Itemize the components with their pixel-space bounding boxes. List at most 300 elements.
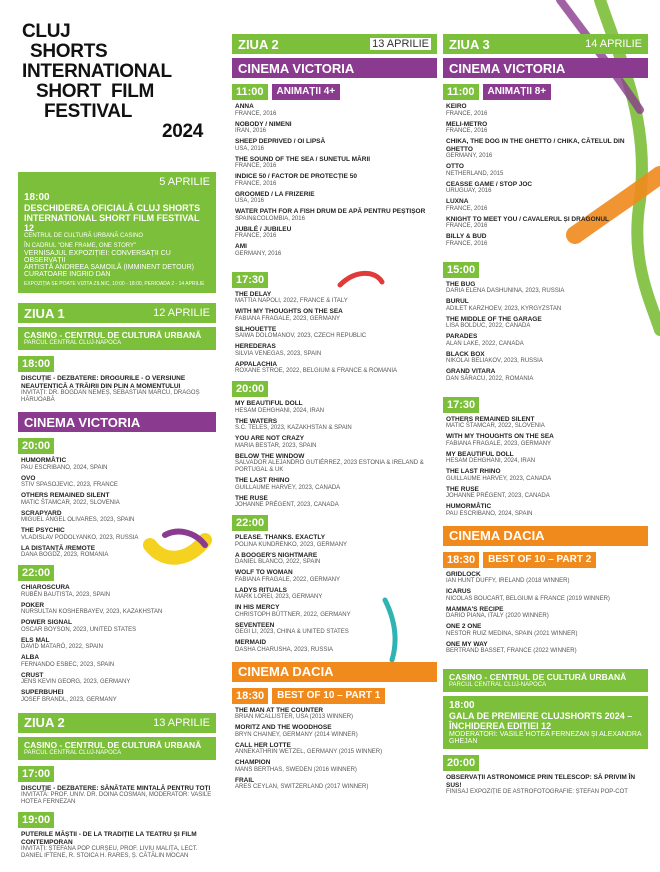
film-title: SHEEP DEPRIVED / OI LIPSĂ xyxy=(235,138,326,145)
film-item xyxy=(232,173,437,188)
film-title: THE LAST RHINO xyxy=(446,468,501,475)
film-item xyxy=(232,724,437,739)
opening-line-1: ÎN CADRUL "ONE FRAME, ONE STORY" xyxy=(24,243,137,249)
film-meta: MATTIA NAPOLI, 2022, FRANCE & ITALY xyxy=(235,298,348,304)
film-item xyxy=(443,588,648,603)
film-title: CHIKA, THE DOG IN THE GHETTO / CHIKA, CĂTELUL DIN GHETTO xyxy=(446,138,625,153)
event-title: DISCUȚIE - DEZBATERE: DROGURILE - O VERSIUNE NEAUTENTICĂ A TRĂIRII DIN PLIN A MOMENTULUI xyxy=(21,375,186,390)
film-meta: S.C. TELES, 2023, KAZAKHSTAN & SPAIN xyxy=(235,425,352,431)
film-title: IN HIS MERCY xyxy=(235,604,280,611)
time-badge: 17:00 xyxy=(18,766,54,782)
film-title: ICARUS xyxy=(446,588,471,595)
film-title: THE DELAY xyxy=(235,290,272,298)
film-item xyxy=(443,138,648,160)
time-badge: 15:00 xyxy=(443,262,479,278)
film-meta: HESAM DEHGHANI, 2024, IRAN xyxy=(235,407,325,414)
film-title: ALBA xyxy=(21,654,40,661)
film-title: A BOOGER'S NIGHTMARE xyxy=(235,551,318,559)
film-item xyxy=(443,623,648,638)
film-meta: NETHERLAND, 2015 xyxy=(446,170,504,177)
film-item xyxy=(232,243,437,258)
film-meta: BERTRAND BASSET, FRANCE (2022 WINNER) xyxy=(446,648,577,654)
film-item xyxy=(443,486,648,501)
event-meta: INVITAȚI: DR. BOGDAN NEMEȘ, SEBASTIAN MARCU, DRAGOȘ HĂRUOABĂ xyxy=(21,390,200,403)
film-item xyxy=(443,503,648,518)
film-title: ONE MY WAY xyxy=(446,640,488,648)
day2-label: ZIUA 2 xyxy=(238,36,279,52)
film-item xyxy=(443,368,648,383)
film-title: INDICE 50 / FACTOR DE PROTECȚIE 50 xyxy=(235,173,357,180)
film-meta: MIGUEL ÁNGEL OLIVARES, 2023, SPAIN xyxy=(21,517,135,523)
film-title: ELS MAL xyxy=(21,636,50,644)
film-meta: RUBÉN BAUTISTA, 2023, SPAIN xyxy=(21,591,111,598)
day2-dacia-slot xyxy=(232,688,437,704)
film-meta: FABIANA FRAGALE, 2023, GERMANY xyxy=(235,315,341,322)
film-title: THE RUSE xyxy=(235,494,268,502)
opening-time: 18:00 xyxy=(24,192,50,203)
film-item xyxy=(443,103,648,118)
film-title: POWER SIGNAL xyxy=(21,619,72,626)
film-item xyxy=(443,316,648,331)
film-meta: USA, 2016 xyxy=(235,198,265,204)
day1-slot2 xyxy=(18,565,216,581)
film-item xyxy=(232,156,437,171)
film-title: BLACK BOX xyxy=(446,350,485,358)
film-title: WITH MY THOUGHTS ON THE SEA xyxy=(235,308,343,315)
film-item xyxy=(18,545,216,560)
day1-slot1 xyxy=(18,438,216,454)
film-title: CRUST xyxy=(21,671,44,679)
film-item xyxy=(443,433,648,448)
film-title: THE WATERS xyxy=(235,417,278,425)
day3-dacia-slot xyxy=(443,552,648,568)
film-title: CHIAROSCURA xyxy=(21,584,70,591)
day2-slot3-films xyxy=(232,400,437,509)
film-title: MERMAID xyxy=(235,639,267,646)
day3-slot1-films xyxy=(443,103,648,248)
film-meta: GEGI LI, 2023, CHINA & UNITED STATES xyxy=(235,629,349,635)
day2-casino-event1 xyxy=(18,785,216,807)
film-title: PLEASE. THANKS. EXACTLY xyxy=(235,534,326,541)
film-meta: FRANCE, 2016 xyxy=(235,180,277,187)
column-day3 xyxy=(443,34,648,796)
opening-title: DESCHIDEREA OFICIALĂ CLUJ SHORTS INTERNATIONAL SHORT FILM FESTIVAL 12 xyxy=(24,203,201,233)
film-item xyxy=(232,226,437,241)
film-item xyxy=(232,477,437,492)
film-meta: GERMANY, 2016 xyxy=(446,153,493,159)
film-meta: DANIEL BLANCO, 2022, SPAIN xyxy=(235,559,321,565)
day3-slot3 xyxy=(443,397,648,413)
film-meta: BRYN CHAINEY, GERMANY (2014 WINNER) xyxy=(235,731,358,738)
gala-time: 18:00 xyxy=(449,700,475,711)
day2-slot2-films xyxy=(232,291,437,376)
day2-header xyxy=(232,34,437,54)
film-item xyxy=(443,198,648,213)
film-item xyxy=(443,416,648,431)
day2-left-date: 13 APRILIE xyxy=(153,716,210,729)
film-title: CHAMPION xyxy=(235,759,271,766)
film-title: BELOW THE WINDOW xyxy=(235,452,305,460)
day2-casino-name: CASINO - CENTRUL DE CULTURĂ URBANĂ xyxy=(24,739,202,750)
gala-title: GALA DE PREMIERE CLUJSHORTS 2024 – ÎNCHIDEREA EDIȚIEI 12 xyxy=(449,711,633,731)
film-title: NOBODY / NIMENI xyxy=(235,120,292,128)
film-item xyxy=(232,604,437,619)
time-badge: 22:00 xyxy=(18,565,54,581)
film-meta: SILVIA VENEGAS, 2023, SPAIN xyxy=(235,350,322,357)
day2-date: 13 APRILIE xyxy=(372,38,429,50)
film-meta: POLINA KUNDRENKO, 2023, GERMANY xyxy=(235,541,348,548)
title-line-5: FESTIVAL xyxy=(44,101,133,122)
time-badge: 17:30 xyxy=(232,272,268,288)
time-badge: 18:00 xyxy=(18,356,54,372)
film-title: KNIGHT TO MEET YOU / CAVALERUL ȘI DRAGONUL xyxy=(446,215,609,223)
film-item xyxy=(443,281,648,296)
film-item xyxy=(232,103,437,118)
time-badge: 20:00 xyxy=(443,755,479,771)
day2-casino-slot1 xyxy=(18,766,216,782)
film-item xyxy=(443,451,648,466)
film-title: SILHOUETTE xyxy=(235,325,277,333)
film-title: GROOMED / LA FRIZERIE xyxy=(235,190,315,198)
film-title: HUMORMÂTIC xyxy=(21,457,67,464)
film-meta: JOSEF BRANDL, 2023, GERMANY xyxy=(21,696,117,703)
film-meta: URUGUAY, 2016 xyxy=(446,188,492,194)
film-title: AMI xyxy=(235,243,247,250)
opening-venue: CENTRUL DE CULTURĂ URBANĂ CASINO xyxy=(24,233,144,239)
title-year: 2024 xyxy=(162,121,204,142)
film-item xyxy=(232,622,437,637)
day2-casino-sub: PARCUL CENTRAL CLUJ-NAPOCA xyxy=(24,749,122,756)
film-meta: USA, 2016 xyxy=(235,145,265,152)
film-item xyxy=(232,291,437,306)
film-item xyxy=(232,587,437,602)
film-meta: IAN HUNT DUFFY, IRELAND (2018 WINNER) xyxy=(446,578,570,584)
film-meta: MATIC ŠTAMCAR, 2022, SLOVENIA xyxy=(446,423,545,429)
film-title: OVO xyxy=(21,474,36,482)
event-meta: FINISAJ EXPOZIȚIE DE ASTROFOTOGRAFIE: ȘTEFAN POP-COT xyxy=(446,789,628,795)
film-item xyxy=(18,689,216,704)
film-item xyxy=(18,672,216,687)
film-meta: SPAIN&COLOMBIA, 2016 xyxy=(235,215,305,222)
film-item xyxy=(232,552,437,567)
film-item xyxy=(232,343,437,358)
day1-label: ZIUA 1 xyxy=(24,305,65,321)
day1-cinema: CINEMA VICTORIA xyxy=(18,412,216,432)
opening-box xyxy=(18,172,216,293)
day3-casino-header xyxy=(443,669,648,692)
opening-date: 5 APRILIE xyxy=(159,176,210,188)
film-meta: FRANCE, 2016 xyxy=(235,163,277,169)
film-title: CALL HER LOTTE xyxy=(235,741,291,749)
film-item xyxy=(232,208,437,223)
program-tag: ANIMAȚII 4+ xyxy=(272,84,341,100)
film-item xyxy=(18,602,216,617)
film-title: THE SOUND OF THE SEA / SUNETUL MĂRII xyxy=(235,155,371,163)
film-title: LA DISTANȚĂ /REMOTE xyxy=(21,544,96,552)
day3-date: 14 APRILIE xyxy=(585,38,642,50)
film-title: THE LAST RHINO xyxy=(235,477,290,484)
film-meta: VLADISLAV PODOLYANKO, 2023, RUSSIA xyxy=(21,534,139,541)
day2-slot4-films xyxy=(232,534,437,654)
event-meta: INVITAȚI: ȘTEFANA POP CURȘEU, PROF. LIVIU MALIȚA, LECT. DANIEL IFTENE, R. STOICA H. RARES, Ș. CĂTĂLIN MOCAN xyxy=(21,846,198,859)
column-day2 xyxy=(232,34,437,791)
film-title: THE MAN AT THE COUNTER xyxy=(235,706,324,714)
opening-line-5: EXPOZIȚIA SE POATE VIZITA ZILNIC, 10:00 - 18:00, PERIOADA 2 - 14 APRILIE xyxy=(24,281,205,287)
film-item xyxy=(232,138,437,153)
film-meta: FRANCE, 2016 xyxy=(446,128,488,134)
time-badge: 22:00 xyxy=(232,515,268,531)
film-title: OTTO xyxy=(446,163,464,170)
film-item xyxy=(232,361,437,376)
film-meta: NESTOR RUIZ MEDINA, SPAIN (2021 WINNER) xyxy=(446,630,578,637)
film-meta: BRIAN MCALLISTER, USA (2013 WINNER) xyxy=(235,714,354,720)
film-item xyxy=(18,619,216,634)
day3-slot3-films xyxy=(443,416,648,518)
film-meta: ARES CEYLAN, SWITZERLAND (2017 WINNER) xyxy=(235,784,369,790)
film-title: PARADES xyxy=(446,333,478,340)
day1-casino-event xyxy=(18,375,216,404)
film-item xyxy=(443,298,648,313)
film-meta: PAU ESCRIBANO, 2024, SPAIN xyxy=(21,464,108,471)
film-item xyxy=(18,510,216,525)
day2-slot3 xyxy=(232,381,437,397)
day3-slot2 xyxy=(443,262,648,278)
film-meta: GERMANY, 2016 xyxy=(235,250,282,257)
opening-line-4: CURATOARE INGRID DAN xyxy=(24,271,111,278)
day2-casino-header xyxy=(18,737,216,760)
film-meta: MATIC ŠTAMCAR, 2022, SLOVENIA xyxy=(21,499,120,506)
film-title: CEASSE GAME / STOP JOC xyxy=(446,180,533,188)
film-title: MORITZ AND THE WOODHOSE xyxy=(235,724,332,731)
film-meta: STIV SPASOJEVIC, 2023, FRANCE xyxy=(21,482,118,488)
film-item xyxy=(443,216,648,231)
day2-casino-event2 xyxy=(18,831,216,860)
film-meta: HESAM DEHGHANI, 2024, IRAN xyxy=(446,458,536,464)
film-meta: JOHANNE PRÉGENT, 2023, CANADA xyxy=(446,493,550,499)
day1-casino-sub: PARCUL CENTRAL CLUJ-NAPOCA xyxy=(24,340,122,346)
program-tag: ANIMAȚII 8+ xyxy=(483,84,552,100)
time-badge: 11:00 xyxy=(232,84,268,100)
film-item xyxy=(443,163,648,178)
film-title: BURUL xyxy=(446,298,469,305)
day3-header xyxy=(443,34,648,54)
day3-casino-slot2 xyxy=(443,755,648,771)
day2-slot1 xyxy=(232,84,437,100)
gala-meta: MODERATORI: VASILE HOTEA FERNEZAN ȘI ALEXANDRA GHEJAN xyxy=(449,731,642,745)
day3-cinema: CINEMA VICTORIA xyxy=(443,58,648,78)
film-item xyxy=(18,637,216,652)
event-title: DISCUȚIE - DEZBATERE: SĂNĂTATE MINTALĂ PENTRU TOȚI xyxy=(21,784,211,792)
day1-casino-name: CASINO - CENTRUL DE CULTURĂ URBANĂ xyxy=(24,330,202,340)
film-meta: DANA BOGDZ, 2023, ROMANIA xyxy=(21,552,109,558)
film-item xyxy=(18,527,216,542)
day2-dacia: CINEMA DACIA xyxy=(232,662,437,682)
film-item xyxy=(443,233,648,248)
film-title: THE MIDDLE OF THE GARAGE xyxy=(446,315,542,323)
opening-line-3: ARTISTĂ ANDREEA SAMOILĂ (IMMINENT DETOUR) xyxy=(24,264,194,271)
film-meta: NURSULTAN KOSHERBAYEV, 2023, KAZAKHSTAN xyxy=(21,609,163,615)
film-title: POKER xyxy=(21,601,45,609)
day3-dacia: CINEMA DACIA xyxy=(443,526,648,546)
film-item xyxy=(18,475,216,490)
film-meta: GUILLAUME HARVEY, 2023, CANADA xyxy=(446,475,552,482)
film-title: MAMMA'S RECIPE xyxy=(446,605,504,613)
film-item xyxy=(18,492,216,507)
film-title: THE BUG xyxy=(446,280,476,288)
film-item xyxy=(443,641,648,656)
film-meta: FRANCE, 2016 xyxy=(446,223,488,229)
day2-cinema: CINEMA VICTORIA xyxy=(232,58,437,78)
film-item xyxy=(443,571,648,586)
title-line-1: CLUJ xyxy=(22,21,71,42)
film-title: LADYS RITUALS xyxy=(235,586,287,594)
time-badge: 20:00 xyxy=(232,381,268,397)
day3-casino-event2 xyxy=(443,774,648,796)
program-tag: BEST OF 10 – PART 2 xyxy=(483,552,596,568)
film-item xyxy=(232,400,437,415)
day3-slot1 xyxy=(443,84,648,100)
film-meta: OSCAR BOYSON, 2023, UNITED STATES xyxy=(21,626,137,633)
film-title: FRAIL xyxy=(235,776,255,784)
film-meta: FRANCE, 2016 xyxy=(235,233,277,239)
film-title: HEREDERAS xyxy=(235,343,276,350)
day1-date: 12 APRILIE xyxy=(153,307,210,319)
film-meta: FERNANDO ESBEC, 2023, SPAIN xyxy=(21,661,115,668)
day1-header xyxy=(18,303,216,323)
film-item xyxy=(443,121,648,136)
festival-title xyxy=(22,22,212,142)
film-item xyxy=(232,777,437,792)
film-title: MY BEAUTIFUL DOLL xyxy=(235,400,303,407)
time-badge: 19:00 xyxy=(18,812,54,828)
time-badge: 20:00 xyxy=(18,438,54,454)
film-meta: JENS KEVIN GEORG, 2023, GERMANY xyxy=(21,679,131,685)
film-meta: FRANCE, 2016 xyxy=(446,205,488,212)
film-meta: NIKOLAI BELIAKOV, 2023, RUSSIA xyxy=(446,358,543,364)
event-title: PUTERILE MĂȘTII - DE LA TRADIȚIE LA TEATRU ȘI FILM CONTEMPORAN xyxy=(21,831,197,846)
day1-slot1-films xyxy=(18,457,216,559)
day3-label: ZIUA 3 xyxy=(449,36,490,52)
film-item xyxy=(443,333,648,348)
film-meta: DAVID MATARÓ, 2022, SPAIN xyxy=(21,644,103,650)
day1-casino-slot xyxy=(18,356,216,372)
film-meta: SALVADOR ALEJANDRO GUTIÉRREZ, 2023 ESTONIA & IRELAND & PORTUGAL & UK xyxy=(235,460,424,473)
film-item xyxy=(18,584,216,599)
film-item xyxy=(232,495,437,510)
program-tag: BEST OF 10 – PART 1 xyxy=(272,688,385,704)
film-item xyxy=(232,534,437,549)
film-meta: MARK LOREI, 2023, GERMANY xyxy=(235,594,323,600)
film-title: THE RUSE xyxy=(446,485,479,493)
film-meta: DARIO PIANA, ITALY (2020 WINNER) xyxy=(446,613,549,619)
film-item xyxy=(232,121,437,136)
time-badge: 17:30 xyxy=(443,397,479,413)
film-meta: IRAN, 2016 xyxy=(235,128,267,134)
film-meta: NICOLAS BOUCART, BELGIUM & FRANCE (2019 WINNER) xyxy=(446,595,610,602)
film-title: LUXNA xyxy=(446,198,469,205)
film-item xyxy=(443,468,648,483)
film-item xyxy=(232,707,437,722)
film-meta: DAN SĂRACU, 2022, ROMANIA xyxy=(446,375,534,382)
film-title: SCRAPYARD xyxy=(21,509,62,517)
film-meta: ALAN LAKE, 2022, CANADA xyxy=(446,340,524,347)
film-meta: LISA BOLDUC, 2022, CANADA xyxy=(446,323,531,329)
day3-casino-name: CASINO - CENTRUL DE CULTURĂ URBANĂ xyxy=(449,672,627,682)
film-meta: FRANCE, 2016 xyxy=(235,110,277,117)
film-title: SUPERBUHEI xyxy=(21,689,64,696)
film-title: GRIDLOCK xyxy=(446,570,481,578)
day2-casino-slot2 xyxy=(18,812,216,828)
film-title: WATER PATH FOR A FISH DRUM DE APĂ PENTRU PEȘTIȘOR xyxy=(235,208,426,215)
day2-dacia-films xyxy=(232,707,437,792)
day2-slot1-films xyxy=(232,103,437,258)
film-meta: CHRISTOPH BÜTTNER, 2022, GERMANY xyxy=(235,611,351,618)
film-item xyxy=(443,606,648,621)
film-item xyxy=(232,418,437,433)
film-meta: SAIWA DOLOMANOV, 2023, CZECH REPUBLIC xyxy=(235,333,367,339)
film-title: OTHERS REMAINED SILENT xyxy=(21,492,110,499)
film-title: YOU ARE NOT CRAZY xyxy=(235,435,305,442)
film-item xyxy=(232,308,437,323)
film-meta: ADILET KARZHOEV, 2023, KYRGYZSTAN xyxy=(446,305,562,312)
film-item xyxy=(18,654,216,669)
day2-slot4 xyxy=(232,515,437,531)
film-title: HUMORMÂTIC xyxy=(446,503,492,510)
day3-dacia-films xyxy=(443,571,648,656)
film-item xyxy=(232,639,437,654)
time-badge: 18:30 xyxy=(232,688,268,704)
film-meta: JOHANNE PRÉGENT, 2023, CANADA xyxy=(235,502,339,508)
film-title: THE PSYCHIC xyxy=(21,527,65,534)
film-item xyxy=(232,742,437,757)
film-item xyxy=(443,181,648,196)
film-title: ONE 2 ONE xyxy=(446,623,482,630)
opening-line-2: VERNISAJUL EXPOZIȚIEI: CONVERSAȚII CU OBSERVAȚII xyxy=(24,250,171,264)
film-item xyxy=(232,191,437,206)
film-meta: ROXANE STROE, 2022, BELGIUM & FRANCE & ROMANIA xyxy=(235,368,398,374)
film-meta: MARIA BESTAR, 2023, SPAIN xyxy=(235,442,317,449)
film-item xyxy=(232,326,437,341)
film-meta: FABIANA FRAGALE, 2022, GERMANY xyxy=(235,576,341,583)
film-item xyxy=(232,453,437,475)
film-meta: PAU ESCRIBANO, 2024, SPAIN xyxy=(446,510,533,517)
film-title: KEIRO xyxy=(446,103,467,110)
day2-left-header xyxy=(18,713,216,733)
title-line-4: SHORT FILM xyxy=(36,81,155,102)
film-title: MY BEAUTIFUL DOLL xyxy=(446,450,514,458)
film-item xyxy=(443,351,648,366)
film-meta: GUILLAUME HARVEY, 2023, CANADA xyxy=(235,484,341,491)
column-day1 xyxy=(18,172,216,860)
day1-casino-header xyxy=(18,327,216,350)
film-item xyxy=(18,457,216,472)
film-item xyxy=(232,435,437,450)
film-item xyxy=(232,569,437,584)
day3-casino-sub: PARCUL CENTRAL CLUJ-NAPOCA xyxy=(449,682,547,688)
film-meta: DARIA ELENA DASHUNINA, 2023, RUSSIA xyxy=(446,288,565,294)
time-badge: 11:00 xyxy=(443,84,479,100)
time-badge: 18:30 xyxy=(443,552,479,568)
film-title: OTHERS REMAINED SILENT xyxy=(446,415,535,423)
film-title: GRAND VITARA xyxy=(446,368,496,375)
film-meta: FRANCE, 2016 xyxy=(446,240,488,247)
film-meta: ANNEKATHRIN WETZEL, GERMANY (2015 WINNER) xyxy=(235,749,383,755)
film-title: WITH MY THOUGHTS ON THE SEA xyxy=(446,433,554,440)
film-meta: FRANCE, 2016 xyxy=(446,110,488,117)
film-title: JUBILÉ / JUBILEU xyxy=(235,225,292,233)
film-meta: FABIANA FRAGALE, 2023, GERMANY xyxy=(446,440,552,447)
title-line-2: SHORTS xyxy=(30,41,108,62)
